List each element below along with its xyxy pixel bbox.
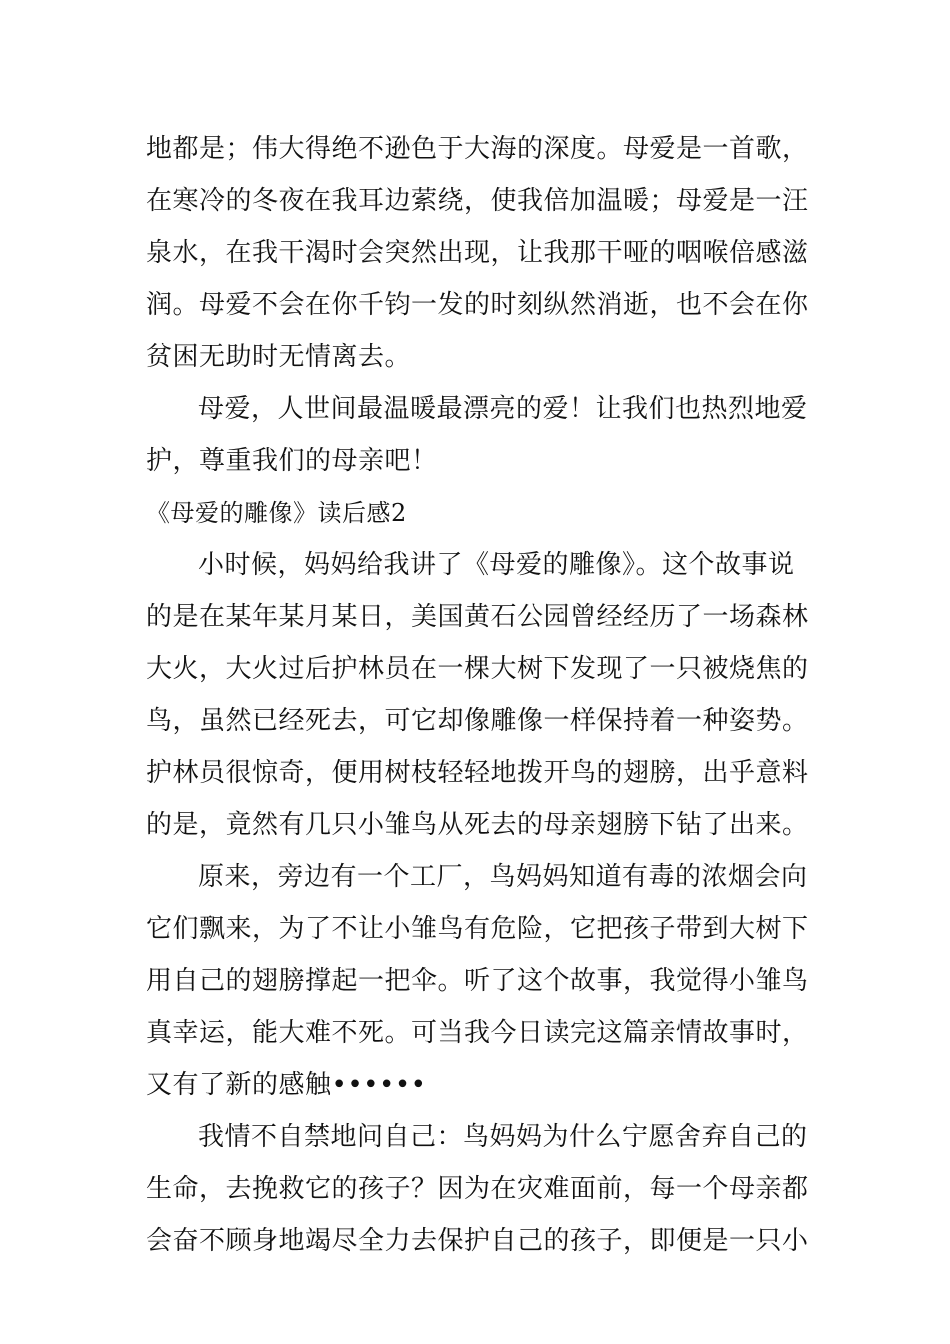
text-line: 原来，旁边有一个工厂，鸟妈妈知道有毒的浓烟会向 [198,862,808,892]
text-line: 护，尊重我们的母亲吧！ [146,446,438,476]
text-line: 生命，去挽救它的孩子？因为在灾难面前，每一个母亲都 [146,1174,809,1204]
text-line: 贫困无助时无情离去。 [146,342,412,372]
text-line: 真幸运，能大难不死。可当我今日读完这篇亲情故事时， [146,1018,809,1048]
text-line: 用自己的翅膀撑起一把伞。听了这个故事，我觉得小雏鸟 [146,966,809,996]
text-line: 的是，竟然有几只小雏鸟从死去的母亲翅膀下钻了出来。 [146,810,809,840]
text-line: 泉水，在我干渴时会突然出现，让我那干哑的咽喉倍感滋 [146,238,809,268]
text-line: 地都是；伟大得绝不逊色于大海的深度。母爱是一首歌， [146,134,809,164]
text-line: 会奋不顾身地竭尽全力去保护自己的孩子，即便是一只小 [146,1226,809,1256]
text-line: 母爱，人世间最温暖最漂亮的爱！让我们也热烈地爱 [198,394,808,424]
text-line: 的是在某年某月某日，美国黄石公园曾经经历了一场森林 [146,602,809,632]
text-line: 大火，大火过后护林员在一棵大树下发现了一只被烧焦的 [146,654,809,684]
text-line: 我情不自禁地问自己：鸟妈妈为什么宁愿舍弃自己的 [198,1122,808,1152]
text-line: 鸟，虽然已经死去，可它却像雕像一样保持着一种姿势。 [146,706,809,736]
section-heading: 《母爱的雕像》读后感2 [146,499,407,527]
text-line: 在寒冷的冬夜在我耳边萦绕，使我倍加温暖；母爱是一汪 [146,186,809,216]
text-line: 又有了新的感触•••••• [146,1070,427,1100]
text-line: 小时候，妈妈给我讲了《母爱的雕像》。这个故事说 [198,550,795,580]
text-line: 护林员很惊奇，便用树枝轻轻地拨开鸟的翅膀，出乎意料 [146,758,809,788]
document-body [146,127,809,1271]
text-line: 它们飘来，为了不让小雏鸟有危险，它把孩子带到大树下 [146,914,809,944]
text-line: 润。母爱不会在你千钧一发的时刻纵然消逝，也不会在你 [146,290,809,320]
